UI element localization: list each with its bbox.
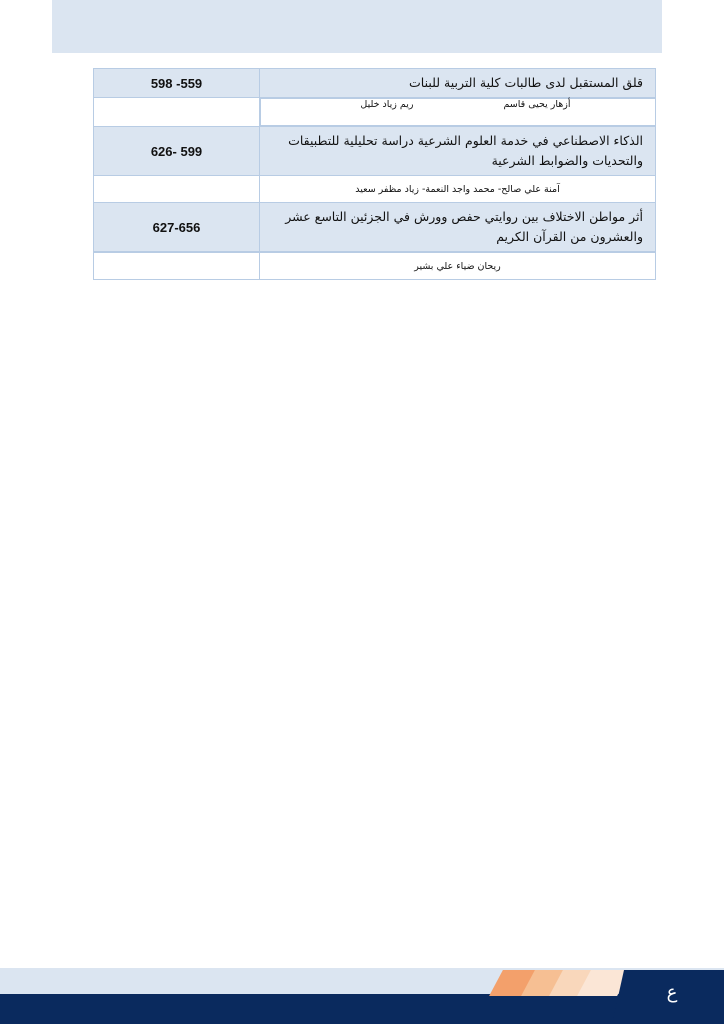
header-band (52, 0, 662, 53)
article-authors (260, 98, 656, 126)
table-row (94, 69, 656, 98)
empty-cell (94, 252, 260, 280)
article-authors: ريحان ضياء علي بشير (260, 252, 656, 280)
page-range: 598 -559 (94, 69, 260, 98)
page-range: 627-656 (94, 203, 260, 253)
article-title: أثر مواطن الاختلاف بين روايتي حفص وورش في الجزئين التاسع عشر والعشرون من القرآن الكريم (260, 203, 656, 253)
table-row (94, 203, 656, 253)
page-number: ع (666, 982, 678, 1003)
empty-cell (94, 98, 260, 127)
author-name: ريم زياد خليل (360, 99, 414, 110)
article-title: قلق المستقبل لدى طالبات كلية التربية للبنات (260, 69, 656, 98)
table-row (94, 252, 656, 280)
contents-table (93, 68, 656, 280)
article-title: الذكاء الاصطناعي في خدمة العلوم الشرعية دراسة تحليلية للتطبيقات والتحديات والضوابط الشرعية (260, 127, 656, 176)
empty-cell (94, 176, 260, 203)
table-row (94, 98, 656, 127)
article-authors: آمنة علي صالح- محمد واجد النعمة- زياد مظفر سعيد (260, 176, 656, 203)
table-row (94, 176, 656, 203)
author-name: أزهار يحيى قاسم (503, 99, 571, 110)
page-range: 626- 599 (94, 127, 260, 176)
table-row (94, 127, 656, 176)
